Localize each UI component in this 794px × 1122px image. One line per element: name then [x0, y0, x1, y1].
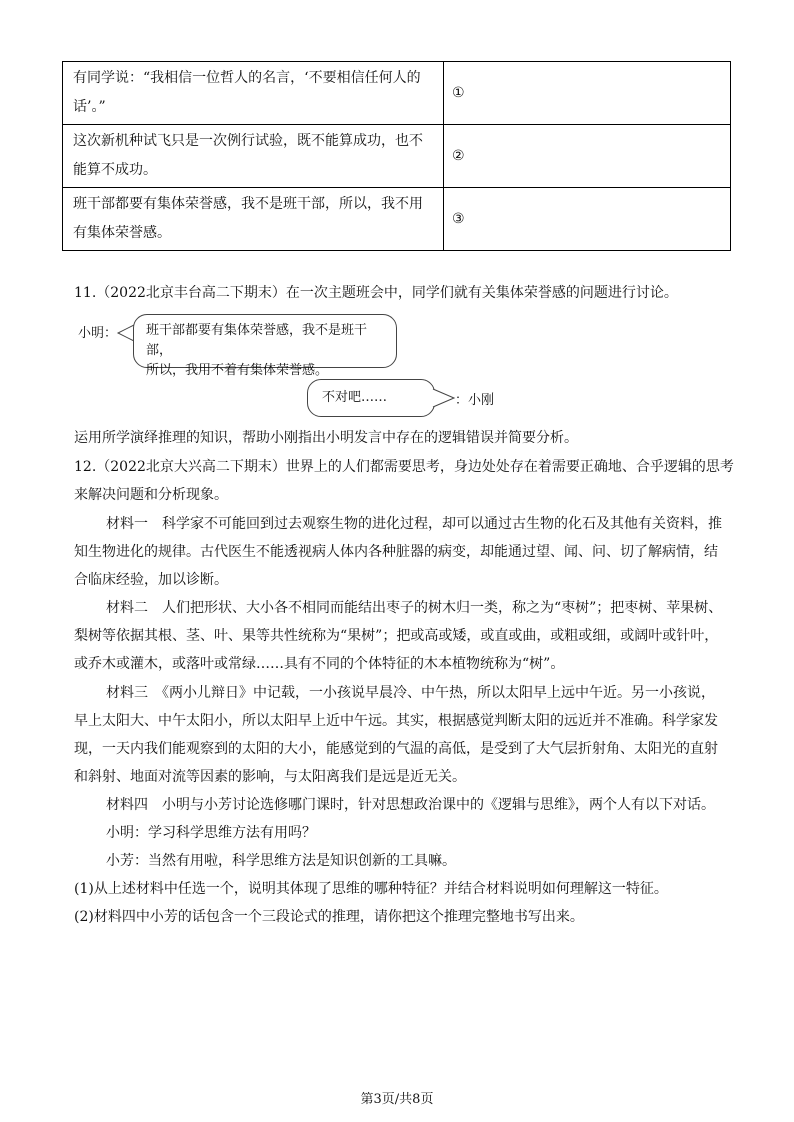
material-one: 知生物进化的规律。古代医生不能透视病人体内各种脏器的病变，却能通过望、闻、问、切了解病情，结: [74, 544, 718, 560]
bubble-line: 所以，我用不着有集体荣誉感。: [146, 363, 329, 378]
speech-bubble-xiaogang: [307, 379, 435, 417]
material-three: 和斜射、地面对流等因素的影响，与太阳离我们是远是近无关。: [74, 769, 466, 785]
page-number: 第3页/共8页: [360, 1092, 434, 1107]
q11-stem: 11.（2022北京丰台高二下期末）在一次主题班会中，同学们就有关集体荣誉感的问题进行讨论。: [74, 285, 678, 301]
dialogue-xiaofang: 小芳：当然有用啦，科学思维方法是知识创新的工具嘛。: [106, 853, 456, 869]
q11-instruction: 运用所学演绎推理的知识，帮助小刚指出小明发言中存在的逻辑错误并简要分析。: [74, 430, 578, 446]
statement-cell: 有同学说：“我相信一位哲人的名言，‘不要相信任何人的话’。”: [63, 62, 444, 125]
material-two: 或乔木或灌木，或落叶或常绿……具有不同的个体特征的木本植物统称为“树”。: [74, 656, 565, 672]
bubble-line: 班干部都要有集体荣誉感，我不是班干部，: [146, 323, 368, 358]
material-two: 材料二 人们把形状、大小各不相同而能结出枣子的树木归一类，称之为“枣树”；把枣树、苹果树、: [106, 600, 723, 616]
speech-bubble-xiaoming: [133, 314, 397, 378]
answer-cell: ③: [444, 188, 731, 251]
material-two: 梨树等依据其根、茎、叶、果等共性统称为“果树”；把或高或矮，或直或曲，或粗或细，或阔叶或针叶，: [74, 628, 719, 644]
speaker-xiaogang: ：小刚: [455, 393, 495, 408]
sub-question-1: (1)从上述材料中任选一个，说明其体现了思维的哪种特征？并结合材料说明如何理解这一特征。: [74, 881, 668, 897]
table-row: [63, 188, 731, 251]
material-three: 材料三 《两小儿辩日》中记载，一小孩说早晨冷、中午热，所以太阳早上远中午近。另一小孩说，: [106, 685, 715, 701]
logic-error-table: [62, 61, 731, 251]
bubble-text: 不对吧……: [322, 390, 388, 405]
material-four: 材料四 小明与小芳讨论选修哪门课时，针对思想政治课中的《逻辑与思维》，两个人有以下对话。: [106, 797, 715, 813]
material-three: 早上太阳大、中午太阳小，所以太阳早上近中午远。其实，根据感觉判断太阳的远近并不准确。科学家发: [74, 713, 718, 729]
bubble-tail-right: [432, 387, 456, 409]
answer-cell: ②: [444, 125, 731, 188]
material-one: 材料一 科学家不可能回到过去观察生物的进化过程，却可以通过古生物的化石及其他有关资料，推: [106, 516, 722, 532]
material-three: 现，一天内我们能观察到的太阳的大小，能感觉到的气温的高低，是受到了大气层折射角、太阳光的直射: [74, 741, 718, 757]
statement-cell: 班干部都要有集体荣誉感，我不是班干部，所以，我不用有集体荣誉感。: [63, 188, 444, 251]
statement-cell: 这次新机种试飞只是一次例行试验，既不能算成功，也不能算不成功。: [63, 125, 444, 188]
q12-stem: 12.（2022北京大兴高二下期末）世界上的人们都需要思考，身边处处存在着需要正确地、合乎逻辑的思考: [74, 459, 734, 475]
speaker-xiaoming: 小明：: [78, 326, 118, 341]
table-row: [63, 62, 731, 125]
sub-question-2: (2)材料四中小芳的话包含一个三段论式的推理，请你把这个推理完整地书写出来。: [74, 909, 584, 925]
material-one: 合临床经验，加以诊断。: [74, 572, 228, 588]
answer-cell: ①: [444, 62, 731, 125]
q12-stem: 来解决问题和分析现象。: [74, 487, 228, 503]
table-row: [63, 125, 731, 188]
dialogue-xiaoming: 小明：学习科学思维方法有用吗？: [106, 825, 316, 841]
